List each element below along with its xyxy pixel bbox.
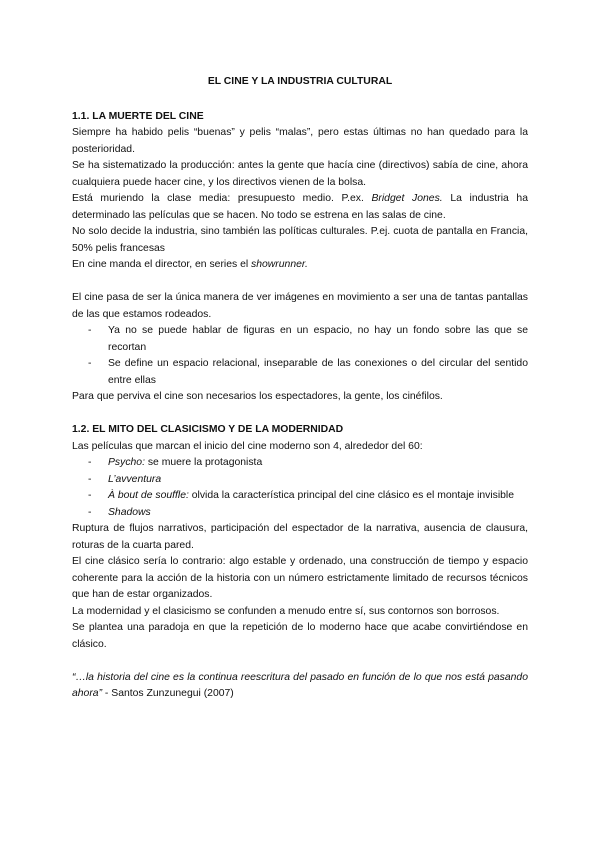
list-item: - Se define un espacio relacional, inseparable de las conexiones o del circular del sentido entre ellas <box>72 356 528 389</box>
spacer <box>72 653 528 670</box>
paragraph <box>72 191 528 224</box>
paragraph: Se ha sistematizado la producción: antes la gente que hacía cine (directivos) sabía de cine, ahora cualquiera puede hacer cine, y los directivos vienen de la bolsa. <box>72 160 528 188</box>
paragraph: El cine pasa de ser la única manera de ver imágenes en movimiento a ser una de tantas pantallas de las que estamos rodeados. <box>72 292 528 320</box>
list-item: - Ya no se puede hablar de figuras en un espacio, no hay un fondo sobre las que se recortan <box>72 323 528 356</box>
quote-attribution: - Santos Zunzunegui (2007) <box>102 688 234 699</box>
text-run: Está muriendo la clase media: presupuesto medio. P.ex. <box>72 193 372 204</box>
paragraph: Siempre ha habido pelis “buenas” y pelis “malas”, pero estas últimas no han quedado para la posterioridad. <box>72 127 528 155</box>
section-2-heading: 1.2. EL MITO DEL CLASICISMO Y DE LA MODERNIDAD <box>72 424 344 435</box>
film-title: Bridget Jones. <box>371 193 443 204</box>
quote-paragraph <box>72 670 528 703</box>
list-item <box>72 455 528 472</box>
quote-text: “…la historia del cine es la continua reescritura del pasado en función de lo que nos está pasando ahora” <box>72 671 528 699</box>
text-run: En cine manda el director, en series el <box>72 259 252 270</box>
film-list <box>72 455 528 521</box>
film-title: L’avventura <box>108 473 162 485</box>
film-desc: se muere la protagonista <box>144 457 263 468</box>
paragraph: No solo decide la industria, sino también las políticas culturales. P.ej. cuota de pantalla en Francia, 50% pelis francesas <box>72 226 528 254</box>
paragraph: Ruptura de flujos narrativos, participación del espectador de la narrativa, ausencia de clausura, roturas de la cuarta pared. <box>72 523 528 551</box>
document-title: EL CINE Y LA INDUSTRIA CULTURAL <box>207 76 393 87</box>
list-item <box>72 505 528 522</box>
document-body <box>72 74 528 703</box>
italic-term: showrunner. <box>251 259 308 270</box>
film-title: À bout de souffle: <box>108 490 189 501</box>
paragraph: Se plantea una paradoja en que la repetición de lo moderno hace que acabe convirtiéndose en clásico. <box>72 622 528 650</box>
paragraph <box>72 257 528 274</box>
paragraph: Para que perviva el cine son necesarios los espectadores, la gente, los cinéfilos. <box>72 391 443 402</box>
film-desc: olvida la característica principal del cine clásico es el montaje invisible <box>188 490 515 501</box>
film-title: Shadows <box>108 506 151 518</box>
section-1-heading: 1.1. LA MUERTE DEL CINE <box>72 110 204 122</box>
text-run: La industria ha determinado las películas que se hacen. No todo se estrena en las salas de cine. <box>72 193 528 221</box>
list-item <box>72 488 528 505</box>
bullet-list <box>72 323 528 389</box>
film-title: Psycho: <box>108 457 145 468</box>
paragraph: La modernidad y el clasicismo se confunden a menudo entre sí, sus contornos son borrosos. <box>72 605 500 617</box>
paragraph: Las películas que marcan el inicio del cine moderno son 4, alrededor del 60: <box>72 440 423 452</box>
list-item <box>72 472 528 489</box>
spacer <box>72 274 528 291</box>
spacer <box>72 406 528 423</box>
paragraph: El cine clásico sería lo contrario: algo estable y ordenado, una construcción de tiempo y espacio coherente para la acción de la historia con un número estrictamente limitado de recursos técnicos que han de estar organizados. <box>72 556 528 600</box>
